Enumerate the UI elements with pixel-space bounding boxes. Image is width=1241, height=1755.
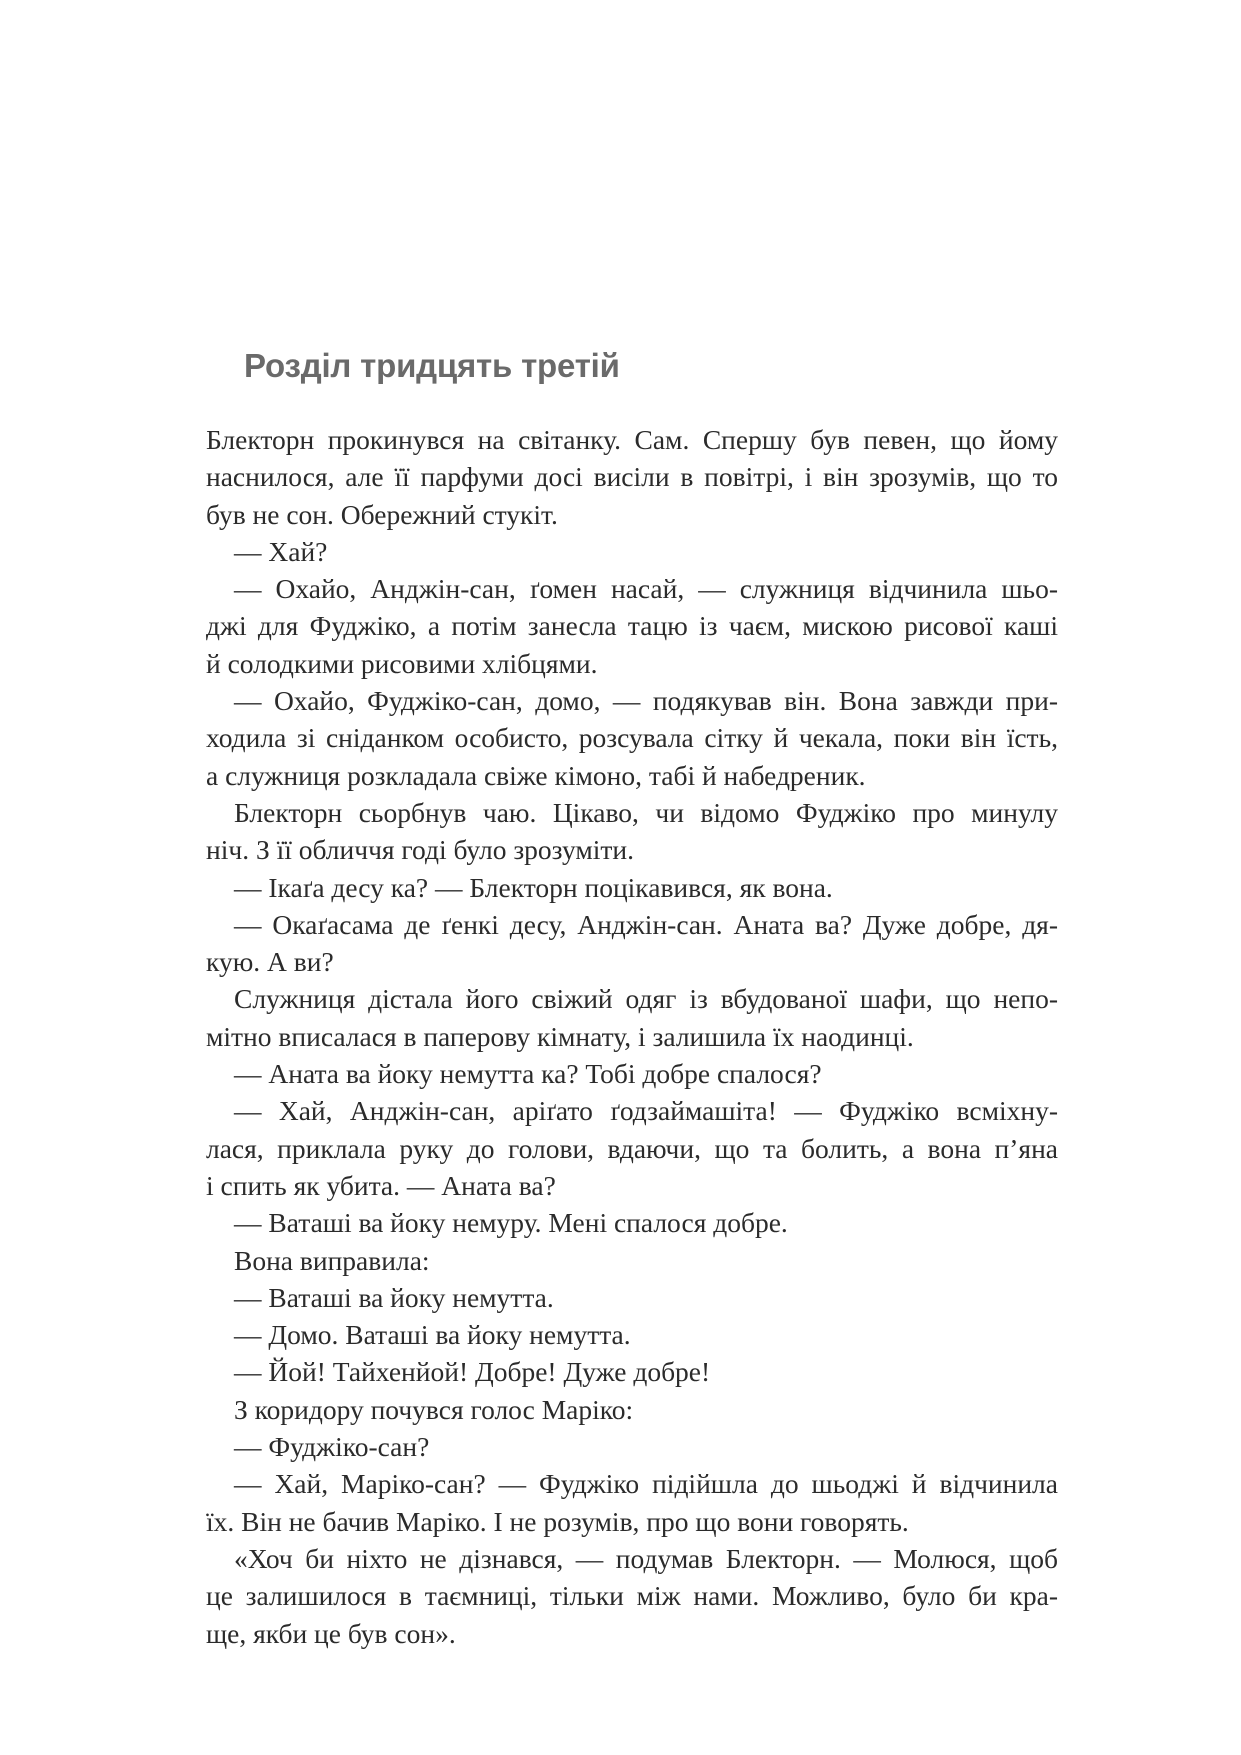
chapter-body-text: [206, 421, 1058, 1652]
text-line: — Фуджіко-сан?: [234, 1431, 430, 1463]
text-line: наснилося, але її парфуми досі висіли в повітрі, і він зрозумів, що то: [206, 461, 1058, 493]
text-line: і спить як убита. — Аната ва?: [206, 1169, 556, 1201]
text-line: й солодкими рисовими хлібцями.: [206, 647, 598, 679]
text-line: З коридору почувся голос Маріко:: [234, 1393, 634, 1425]
text-line: Вона виправила:: [234, 1244, 430, 1276]
text-line: — Аната ва йоку немутта ка? Тобі добре спалося?: [234, 1058, 822, 1090]
text-line: ніч. З її обличчя годі було зрозуміти.: [206, 834, 635, 866]
text-line: — Ваташі ва йоку немутта.: [234, 1281, 554, 1313]
text-line: кую. А ви?: [206, 946, 334, 978]
text-line: Блекторн сьорбнув чаю. Цікаво, чи відомо Фуджіко про минулу: [234, 796, 1058, 828]
text-line: джі для Фуджіко, а потім занесла тацю із чаєм, мискою рисової каші: [206, 610, 1058, 642]
text-line: — Охайо, Фуджіко-сан, домо, — подякував він. Вона завжди при-: [234, 685, 1058, 717]
text-line: — Хай, Маріко-сан? — Фуджіко підійшла до шьоджі й відчинила: [234, 1468, 1058, 1500]
text-line: — Охайо, Анджін-сан, ґомен насай, — служниця відчинила шьо-: [234, 573, 1058, 605]
text-line: «Хоч би ніхто не дізнався, — подумав Блекторн. — Молюся, щоб: [234, 1542, 1058, 1574]
chapter-title: Розділ тридцять третій: [244, 347, 620, 384]
text-line: — Окаґасама де ґенкі десу, Анджін-сан. Аната ва? Дуже добре, дя-: [234, 908, 1058, 940]
text-line: а служниця розкладала свіже кімоно, табі й набедреник.: [206, 759, 866, 791]
text-line: Блекторн прокинувся на світанку. Сам. Спершу був певен, що йому: [206, 424, 1058, 455]
text-line: ще, якби це був сон».: [206, 1617, 456, 1649]
text-line: Служниця дістала його свіжий одяг із вбудованої шафи, що непо-: [234, 983, 1058, 1015]
text-line: це залишилося в таємниці, тільки між нами. Можливо, було би кра-: [206, 1580, 1058, 1612]
text-line: — Йой! Тайхенйой! Добре! Дуже добре!: [234, 1356, 711, 1388]
text-line: лася, приклала руку до голови, вдаючи, що та болить, а вона п’яна: [206, 1132, 1058, 1164]
text-line: — Домо. Ваташі ва йоку немутта.: [234, 1319, 631, 1351]
text-line: їх. Він не бачив Маріко. І не розумів, про що вони говорять.: [206, 1505, 909, 1537]
text-line: — Хай?: [234, 535, 328, 567]
text-line: — Ваташі ва йоку немуру. Мені спалося добре.: [234, 1207, 788, 1239]
text-line: мітно вписалася в паперову кімнату, і залишила їх наодинці.: [206, 1020, 914, 1052]
text-line: був не сон. Обережний стукіт.: [206, 498, 558, 530]
text-line: — Ікаґа десу ка? — Блекторн поцікавився, як вона.: [234, 871, 833, 903]
text-line: ходила зі сніданком особисто, розсувала сітку й чекала, поки він їсть,: [206, 722, 1058, 754]
text-line: — Хай, Анджін-сан, аріґато ґодзаймашіта! — Фуджіко всміхну-: [234, 1095, 1058, 1127]
